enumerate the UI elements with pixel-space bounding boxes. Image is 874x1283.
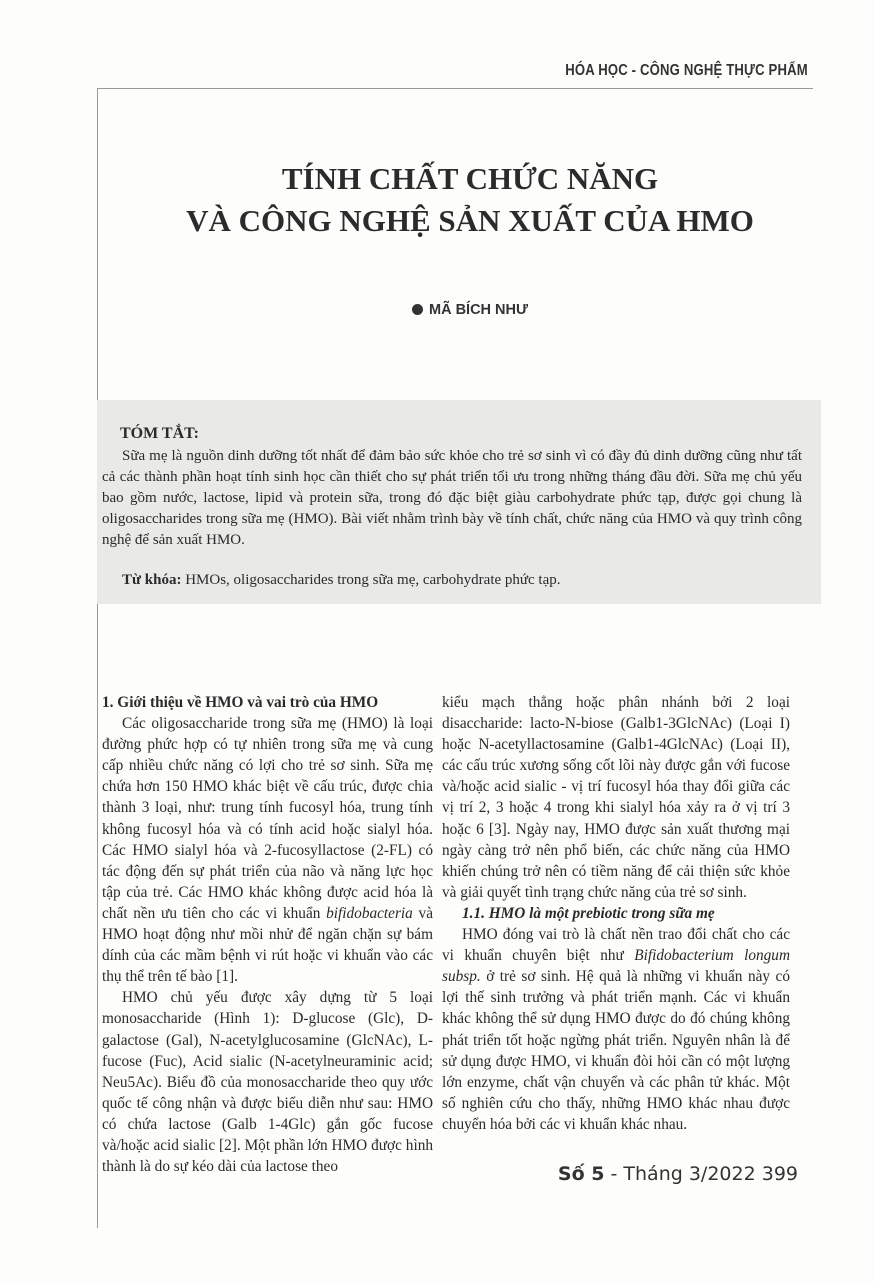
- page-footer: [558, 1163, 798, 1185]
- italic-term: Bifidobacterium longum subsp.: [442, 947, 790, 986]
- column-right: [442, 692, 790, 1135]
- text: ở trẻ sơ sinh. Hệ quả là những vi khuẩn này có lợi thế sinh trưởng và phát triển mạnh. Các vi khuẩn khác không thể sử dụng HMO được do đó chúng không phát triển tốt hoặc ngừng phát triển. Nguyên nhân là để sử dụng được HMO, vi khuẩn đòi hỏi cần có một lượng lớn enzyme, chất vận chuyển và các phân tử khác. Một số nghiên cứu cho thấy, những HMO khác nhau được chuyển hóa bởi các vi khuẩn khác nhau.: [442, 968, 790, 1133]
- section-1-1-heading: 1.1. HMO là một prebiotic trong sữa mẹ: [462, 904, 715, 922]
- keywords: [122, 572, 561, 589]
- keywords-text: HMOs, oligosaccharides trong sữa mẹ, carbohydrate phức tạp.: [185, 572, 561, 588]
- paragraph: HMO chủ yếu được xây dựng từ 5 loại monosaccharide (Hình 1): D-glucose (Glc), D-galactose (Gal), N-acetylglucosamine (GlcNAc), L-fucose (Fuc), Acid sialic (N-acetylneuraminic acid; Neu5Ac). Biểu đồ của monosaccharide theo quy ước quốc tế công nhận và được biểu diễn như sau: HMO có chứa lactose (Galb 1-4Glc) gắn gốc fucose và/hoặc acid sialic [2]. Một phần lớn HMO được hình thành là do sự kéo dài của lactose theo: [102, 989, 433, 1176]
- text: Các oligosaccharide trong sữa mẹ (HMO) là loại đường phức hợp có tự nhiên trong sữa mẹ và cung cấp nhiều chức năng có lợi cho trẻ sơ sinh. Sữa mẹ chứa hơn 150 HMO khác biệt về cấu trúc, được chia thành 3 loại, như: trung tính fucosyl hóa, trung tính không fucosyl hóa và có tính acid hoặc sialyl hóa. Các HMO sialyl hóa và 2-fucosyllactose (2-FL) có tác động đến sự phát triển của não và năng lực học tập của trẻ. Các HMO khác không được acid hóa là chất nền ưu tiên cho các vi khuẩn: [102, 715, 433, 922]
- separator: -: [604, 1163, 624, 1185]
- section-header: HÓA HỌC - CÔNG NGHỆ THỰC PHẨM: [565, 62, 808, 79]
- margin-rule-vertical: [97, 88, 98, 1228]
- abstract-heading: TÓM TẮT:: [120, 425, 199, 442]
- issue-month: Tháng 3/2022: [623, 1163, 756, 1185]
- column-left: [102, 692, 433, 1177]
- page-number: 399: [761, 1163, 798, 1185]
- margin-rule-horizontal: [97, 88, 813, 89]
- author: [0, 302, 874, 318]
- keywords-label: Từ khóa:: [122, 572, 182, 588]
- title-line-1: TÍNH CHẤT CHỨC NĂNG: [281, 161, 659, 196]
- abstract-body: Sữa mẹ là nguồn dinh dưỡng tốt nhất để đảm bảo sức khỏe cho trẻ sơ sinh vì có đầy đủ dinh dưỡng cũng như tất cả các thành phần hoạt tính sinh học cần thiết cho sự phát triển tối ưu trong những tháng đầu đời. Sữa mẹ chủ yếu bao gồm nước, lactose, lipid và protein sữa, trong đó đặc biệt giàu carbohydrate phức tạp, được gọi chung là oligosaccharides trong sữa mẹ (HMO). Bài viết nhằm trình bày về tính chất, chức năng của HMO và quy trình công nghệ để sản xuất HMO.: [102, 448, 802, 548]
- text: và HMO hoạt động như mồi nhử để ngăn chặn sự bám dính của các mầm bệnh vi rút hoặc vi khuẩn vào các thụ thể trên tế bào [1].: [102, 904, 433, 986]
- author-name: MÃ BÍCH NHƯ: [428, 302, 529, 318]
- title-line-2: VÀ CÔNG NGHỆ SẢN XUẤT CỦA HMO: [186, 203, 754, 238]
- paragraph: [102, 713, 433, 987]
- section-1-heading: 1. Giới thiệu về HMO và vai trò của HMO: [102, 694, 379, 711]
- article-title: [0, 158, 874, 242]
- italic-term: bifidobacteria: [326, 904, 413, 922]
- text: HMO đóng vai trò là chất nền trao đổi chất cho các vi khuẩn chuyên biệt như: [442, 926, 790, 965]
- bullet-icon: [412, 304, 423, 315]
- issue-number: Số 5: [557, 1163, 605, 1185]
- paragraph: [442, 924, 790, 1135]
- paragraph: kiểu mạch thẳng hoặc phân nhánh bởi 2 loại disaccharide: lacto-N-biose (Galb1-3GlcNAc) (Loại I) hoặc N-acetyllactosamine (Galb1-4GlcNAc) (Loại II), các cấu trúc xương sống cốt lõi này được gắn với fucose và/hoặc acid sialic - vị trí fucosyl hóa thay đổi giữa các vị trí 2, 3 hoặc 4 trong khi sialyl hóa xảy ra ở vị trí 3 hoặc 6 [3]. Ngày nay, HMO được sản xuất thương mại ngày càng trở nên phổ biến, các chức năng của HMO khiến chúng trở nên có tiềm năng để cải thiện sức khỏe và giải quyết tình trạng chức năng của trẻ sơ sinh.: [442, 694, 790, 901]
